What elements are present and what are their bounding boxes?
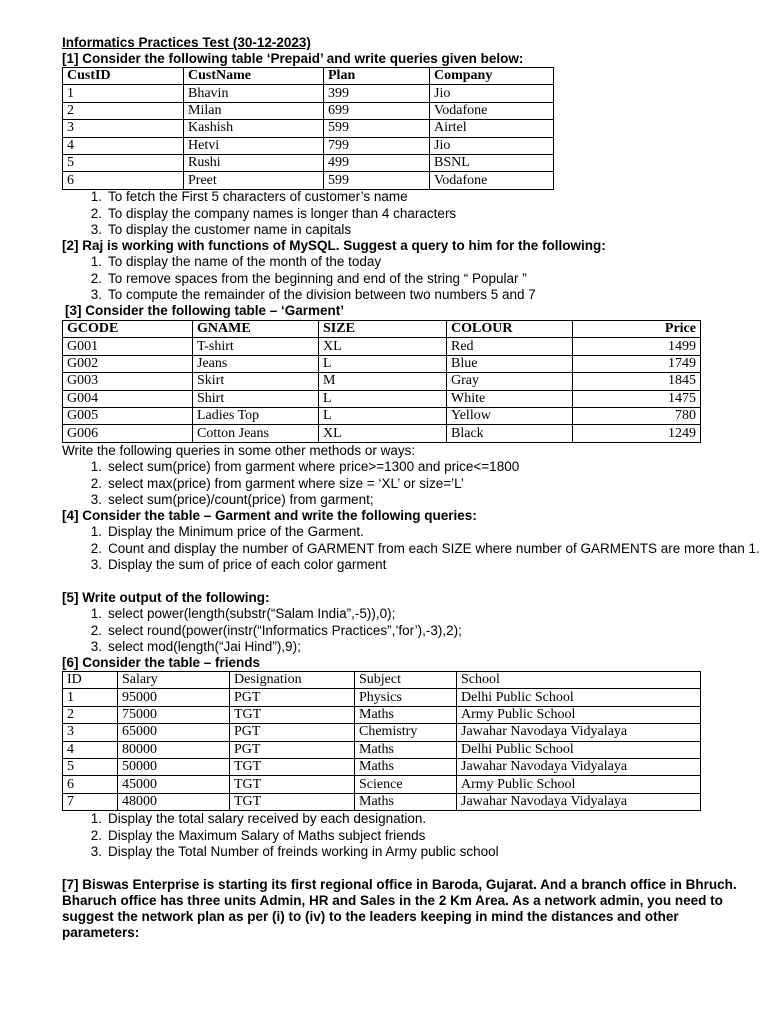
q5-list xyxy=(84,606,462,656)
cell: PGT xyxy=(230,741,355,758)
list-item xyxy=(84,189,456,206)
list-text: Display the Maximum Salary of Maths subject friends xyxy=(108,827,426,843)
list-number: 3. xyxy=(90,492,102,507)
cell: Bhavin xyxy=(184,85,324,102)
cell: Jawahar Navodaya Vidyalaya xyxy=(457,724,701,741)
header-cell: Designation xyxy=(230,672,355,689)
cell: Vodafone xyxy=(430,172,554,189)
cell: BSNL xyxy=(430,154,554,171)
cell: L xyxy=(319,407,447,424)
cell: L xyxy=(319,390,447,407)
cell: 65000 xyxy=(118,724,230,741)
list-number: 3. xyxy=(90,844,102,859)
cell: 780 xyxy=(573,407,701,424)
cell: G004 xyxy=(63,390,193,407)
q1-heading: [1] Consider the following table ‘Prepaid’ and write queries given below: xyxy=(62,51,524,66)
list-number: 2. xyxy=(90,540,102,556)
list-item xyxy=(84,844,499,861)
list-text: To fetch the First 5 characters of customer’s name xyxy=(108,189,408,204)
list-text: To display the name of the month of the today xyxy=(108,254,382,269)
list-text: Display the Minimum price of the Garment. xyxy=(108,524,364,539)
list-text: To display the customer name in capitals xyxy=(108,222,352,237)
cell: Vodafone xyxy=(430,102,554,119)
cell: Black xyxy=(447,425,573,442)
cell: Army Public School xyxy=(457,706,701,723)
cell: Milan xyxy=(184,102,324,119)
table-row xyxy=(63,706,701,723)
q2-heading: [2] Raj is working with functions of MySQL. Suggest a query to him for the following: xyxy=(62,238,606,253)
header-cell: Company xyxy=(430,68,554,85)
cell: Rushi xyxy=(184,154,324,171)
list-text: select sum(price) from garment where price>=1300 and price<=1800 xyxy=(108,459,520,474)
cell: TGT xyxy=(230,776,355,793)
cell: T-shirt xyxy=(193,338,319,355)
list-item xyxy=(84,492,519,509)
cell: Hetvi xyxy=(184,137,324,154)
q1-list xyxy=(84,189,456,239)
cell: Red xyxy=(447,338,573,355)
cell: XL xyxy=(319,338,447,355)
cell: Yellow xyxy=(447,407,573,424)
list-item xyxy=(84,459,519,476)
q4-list xyxy=(84,524,760,574)
list-number: 1. xyxy=(90,606,102,621)
q6-heading: [6] Consider the table – friends xyxy=(62,655,261,670)
list-number: 2. xyxy=(90,270,102,286)
table-row xyxy=(63,758,701,775)
table-row xyxy=(63,85,554,102)
cell: 6 xyxy=(63,776,118,793)
header-cell: COLOUR xyxy=(447,321,573,338)
table-row xyxy=(63,724,701,741)
cell: 75000 xyxy=(118,706,230,723)
cell: Jawahar Navodaya Vidyalaya xyxy=(457,758,701,775)
table-row xyxy=(63,338,701,355)
prepaid-table xyxy=(62,67,554,190)
cell: 1749 xyxy=(573,355,701,372)
list-number: 1. xyxy=(90,189,102,204)
list-number: 2. xyxy=(90,205,102,221)
header-cell: Price xyxy=(573,321,701,338)
list-text: select round(power(instr(“Informatics Practices”,’for’),-3),2); xyxy=(108,622,462,638)
cell: G002 xyxy=(63,355,193,372)
cell: 3 xyxy=(63,120,184,137)
cell: Delhi Public School xyxy=(457,741,701,758)
cell: 599 xyxy=(324,120,430,137)
cell: White xyxy=(447,390,573,407)
header-cell: Salary xyxy=(118,672,230,689)
table-header-row xyxy=(63,68,554,85)
cell: 1499 xyxy=(573,338,701,355)
header-cell: GCODE xyxy=(63,321,193,338)
garment-table xyxy=(62,320,701,443)
cell: Cotton Jeans xyxy=(193,425,319,442)
q3-heading: [3] Consider the following table – ‘Garment’ xyxy=(65,303,345,318)
cell: 2 xyxy=(63,102,184,119)
cell: 95000 xyxy=(118,689,230,706)
cell: Maths xyxy=(355,758,457,775)
list-item xyxy=(84,222,456,239)
cell: 3 xyxy=(63,724,118,741)
cell: Maths xyxy=(355,793,457,810)
cell: 599 xyxy=(324,172,430,189)
cell: 80000 xyxy=(118,741,230,758)
list-item xyxy=(84,811,499,828)
cell: Blue xyxy=(447,355,573,372)
header-cell: School xyxy=(457,672,701,689)
table-row xyxy=(63,425,701,442)
table-header-row xyxy=(63,321,701,338)
cell: Jio xyxy=(430,85,554,102)
cell: Chemistry xyxy=(355,724,457,741)
cell: G005 xyxy=(63,407,193,424)
cell: 45000 xyxy=(118,776,230,793)
list-text: select max(price) from garment where size = ‘XL’ or size=’L’ xyxy=(108,475,464,491)
cell: Science xyxy=(355,776,457,793)
cell: 499 xyxy=(324,154,430,171)
cell: PGT xyxy=(230,689,355,706)
cell: 5 xyxy=(63,758,118,775)
cell: Jawahar Navodaya Vidyalaya xyxy=(457,793,701,810)
cell: Physics xyxy=(355,689,457,706)
header-cell: Subject xyxy=(355,672,457,689)
q5-heading: [5] Write output of the following: xyxy=(62,590,270,605)
list-text: To remove spaces from the beginning and end of the string “ Popular ” xyxy=(108,270,527,286)
cell: 1 xyxy=(63,689,118,706)
list-text: select power(length(substr(“Salam India”,-5)),0); xyxy=(108,606,396,621)
cell: Kashish xyxy=(184,120,324,137)
table-row xyxy=(63,741,701,758)
cell: L xyxy=(319,355,447,372)
q2-list xyxy=(84,254,536,304)
list-text: To compute the remainder of the division between two numbers 5 and 7 xyxy=(108,287,536,302)
list-item xyxy=(84,254,536,271)
cell: Gray xyxy=(447,373,573,390)
header-cell: ID xyxy=(63,672,118,689)
list-item xyxy=(84,287,536,304)
cell: Maths xyxy=(355,741,457,758)
q6-list xyxy=(84,811,499,861)
header-cell: SIZE xyxy=(319,321,447,338)
cell: 7 xyxy=(63,793,118,810)
list-number: 2. xyxy=(90,622,102,638)
table-row xyxy=(63,373,701,390)
friends-table xyxy=(62,671,701,811)
list-text: select mod(length(“Jai Hind”),9); xyxy=(108,639,301,654)
cell: XL xyxy=(319,425,447,442)
test-title: Informatics Practices Test (30-12-2023) xyxy=(62,35,311,50)
table-row xyxy=(63,120,554,137)
list-item xyxy=(84,623,462,640)
cell: G001 xyxy=(63,338,193,355)
list-item xyxy=(84,639,462,656)
table-row xyxy=(63,355,701,372)
cell: Jeans xyxy=(193,355,319,372)
cell: Skirt xyxy=(193,373,319,390)
cell: 399 xyxy=(324,85,430,102)
cell: G006 xyxy=(63,425,193,442)
header-cell: CustID xyxy=(63,68,184,85)
table-row xyxy=(63,793,701,810)
q3-intro: Write the following queries in some other methods or ways: xyxy=(62,443,416,458)
list-item xyxy=(84,606,462,623)
list-number: 2. xyxy=(90,827,102,843)
cell: TGT xyxy=(230,706,355,723)
q4-heading: [4] Consider the table – Garment and write the following queries: xyxy=(62,508,477,523)
cell: 799 xyxy=(324,137,430,154)
list-number: 1. xyxy=(90,811,102,826)
table-row xyxy=(63,154,554,171)
cell: 1249 xyxy=(573,425,701,442)
table-row xyxy=(63,102,554,119)
cell: G003 xyxy=(63,373,193,390)
table-row xyxy=(63,689,701,706)
cell: 699 xyxy=(324,102,430,119)
header-cell: Plan xyxy=(324,68,430,85)
cell: Jio xyxy=(430,137,554,154)
list-number: 1. xyxy=(90,524,102,539)
cell: 5 xyxy=(63,154,184,171)
list-text: To display the company names is longer than 4 characters xyxy=(108,205,457,221)
cell: 2 xyxy=(63,706,118,723)
list-text: Count and display the number of GARMENT from each SIZE where number of GARMENTS are more than 1. xyxy=(108,540,760,556)
list-number: 1. xyxy=(90,254,102,269)
cell: 6 xyxy=(63,172,184,189)
header-cell: GNAME xyxy=(193,321,319,338)
list-number: 3. xyxy=(90,222,102,237)
cell: M xyxy=(319,373,447,390)
cell: TGT xyxy=(230,758,355,775)
cell: Preet xyxy=(184,172,324,189)
list-text: Display the total salary received by each designation. xyxy=(108,811,427,826)
table-row xyxy=(63,407,701,424)
q3-list xyxy=(84,459,519,509)
header-cell: CustName xyxy=(184,68,324,85)
list-text: Display the Total Number of freinds working in Army public school xyxy=(108,844,499,859)
cell: Airtel xyxy=(430,120,554,137)
cell: 4 xyxy=(63,137,184,154)
cell: Army Public School xyxy=(457,776,701,793)
table-row xyxy=(63,390,701,407)
table-row xyxy=(63,776,701,793)
q7-paragraph: [7] Biswas Enterprise is starting its first regional office in Baroda, Gujarat. And a branch office in Bhruch. Bharuch office has three units Admin, HR and Sales in the 2 Km Area. As a network admin, you need to suggest the network plan as per (i) to (iv) to the leaders keeping in mind the distances and other parameters: xyxy=(62,877,737,940)
cell: 48000 xyxy=(118,793,230,810)
list-item xyxy=(84,524,744,541)
cell: Delhi Public School xyxy=(457,689,701,706)
cell: Shirt xyxy=(193,390,319,407)
list-item xyxy=(84,476,519,493)
list-number: 3. xyxy=(90,287,102,302)
cell: 1 xyxy=(63,85,184,102)
list-number: 3. xyxy=(90,639,102,654)
cell: 1845 xyxy=(573,373,701,390)
table-row xyxy=(63,137,554,154)
list-item xyxy=(84,206,456,223)
cell: 4 xyxy=(63,741,118,758)
cell: Ladies Top xyxy=(193,407,319,424)
list-item xyxy=(84,828,499,845)
cell: TGT xyxy=(230,793,355,810)
list-number: 2. xyxy=(90,475,102,491)
cell: 1475 xyxy=(573,390,701,407)
list-item xyxy=(84,271,536,288)
list-text: Display the sum of price of each color garment xyxy=(108,557,387,572)
list-number: 3. xyxy=(90,557,102,572)
table-header-row xyxy=(63,672,701,689)
list-text: select sum(price)/count(price) from garment; xyxy=(108,492,374,507)
cell: 50000 xyxy=(118,758,230,775)
table-row xyxy=(63,172,554,189)
cell: PGT xyxy=(230,724,355,741)
list-item xyxy=(84,540,760,558)
cell: Maths xyxy=(355,706,457,723)
list-number: 1. xyxy=(90,459,102,474)
list-item xyxy=(84,557,744,574)
